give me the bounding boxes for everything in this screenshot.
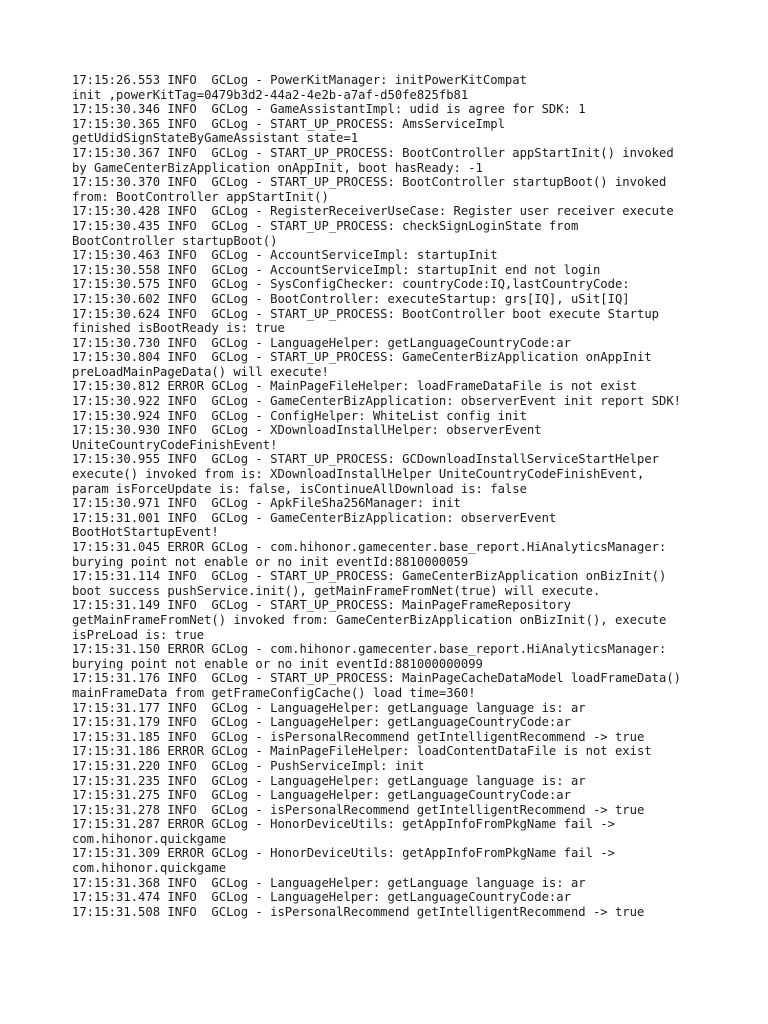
log-line: 17:15:31.149 INFO GCLog - START_UP_PROCESS: MainPageFrameRepository [72, 598, 571, 613]
log-line: 17:15:30.602 INFO GCLog - BootController: executeStartup: grs[IQ], uSit[IQ] [72, 291, 630, 306]
log-line: 17:15:31.186 ERROR GCLog - MainPageFileHelper: loadContentDataFile is not exist [72, 744, 652, 759]
log-line: BootHotStartupEvent! [72, 525, 219, 540]
log-line: 17:15:31.185 INFO GCLog - isPersonalRecommend getIntelligentRecommend -> true [72, 729, 645, 744]
log-line: 17:15:30.955 INFO GCLog - START_UP_PROCESS: GCDownloadInstallServiceStartHelper [72, 452, 659, 467]
log-line: from: BootController appStartInit() [72, 189, 329, 204]
log-line: 17:15:31.001 INFO GCLog - GameCenterBizApplication: observerEvent [72, 510, 557, 525]
log-line: 17:15:31.045 ERROR GCLog - com.hihonor.gamecenter.base_report.HiAnalyticsManager: [72, 540, 667, 554]
log-line: 17:15:31.177 INFO GCLog - LanguageHelper: getLanguage language is: ar [72, 700, 586, 715]
log-line: 17:15:31.220 INFO GCLog - PushServiceImpl: init [72, 758, 425, 773]
log-line: 17:15:31.368 INFO GCLog - LanguageHelper: getLanguage language is: ar [72, 875, 586, 890]
log-line: isPreLoad is: true [72, 627, 205, 642]
log-line: boot success pushService.init(), getMainFrameFromNet(true) will execute. [72, 583, 601, 598]
log-line: 17:15:31.235 INFO GCLog - LanguageHelper: getLanguage language is: ar [72, 773, 586, 788]
log-line: 17:15:30.971 INFO GCLog - ApkFileSha256Manager: init [72, 496, 461, 511]
log-line: getUdidSignStateByGameAssistant state=1 [72, 131, 359, 146]
log-line: 17:15:31.508 INFO GCLog - isPersonalRecommend getIntelligentRecommend -> true [72, 904, 645, 919]
log-line: com.hihonor.quickgame [72, 831, 227, 846]
log-line: 17:15:30.558 INFO GCLog - AccountServiceImpl: startupInit end not login [72, 262, 601, 277]
log-line: execute() invoked from is: XDownloadInstallHelper UniteCountryCodeFinishEvent, [72, 467, 645, 482]
log-line: 17:15:31.278 INFO GCLog - isPersonalRecommend getIntelligentRecommend -> true [72, 802, 645, 817]
log-line: UniteCountryCodeFinishEvent! [72, 437, 278, 452]
log-line: preLoadMainPageData() will execute! [72, 364, 329, 379]
log-line: 17:15:31.179 INFO GCLog - LanguageHelper: getLanguageCountryCode:ar [72, 715, 571, 730]
log-line: mainFrameData from getFrameConfigCache() load time=360! [72, 685, 476, 700]
log-line: 17:15:30.435 INFO GCLog - START_UP_PROCESS: checkSignLoginState from [72, 218, 579, 233]
log-line: 17:15:30.924 INFO GCLog - ConfigHelper: WhiteList config init [72, 408, 527, 423]
log-line: 17:15:31.150 ERROR GCLog - com.hihonor.gamecenter.base_report.HiAnalyticsManager: [72, 642, 667, 657]
log-line: 17:15:30.930 INFO GCLog - XDownloadInstallHelper: observerEvent [72, 423, 542, 438]
log-line: 17:15:26.553 INFO GCLog - PowerKitManager: initPowerKitCompat [72, 73, 527, 87]
log-line: 17:15:30.428 INFO GCLog - RegisterReceiverUseCase: Register user receiver execute [72, 204, 674, 219]
log-line: 17:15:31.287 ERROR GCLog - HonorDeviceUtils: getAppInfoFromPkgName fail -> [72, 817, 615, 832]
log-line: 17:15:31.275 INFO GCLog - LanguageHelper: getLanguageCountryCode:ar [72, 788, 571, 803]
log-line: param isForceUpdate is: false, isContinueAllDownload is: false [72, 481, 527, 496]
log-line: by GameCenterBizApplication onAppInit, boot hasReady: -1 [72, 160, 483, 175]
log-line: 17:15:30.922 INFO GCLog - GameCenterBizApplication: observerEvent init report SDK! [72, 394, 682, 409]
log-line: 17:15:31.176 INFO GCLog - START_UP_PROCESS: MainPageCacheDataModel loadFrameData() [72, 671, 682, 686]
log-line: 17:15:30.346 INFO GCLog - GameAssistantImpl: udid is agree for SDK: 1 [72, 102, 586, 117]
log-line: BootController startupBoot() [72, 233, 278, 248]
log-line: 17:15:31.309 ERROR GCLog - HonorDeviceUtils: getAppInfoFromPkgName fail -> [72, 846, 615, 861]
log-line: 17:15:31.114 INFO GCLog - START_UP_PROCESS: GameCenterBizApplication onBizInit() [72, 569, 667, 584]
log-line: 17:15:30.624 INFO GCLog - START_UP_PROCESS: BootController boot execute Startup [72, 306, 659, 321]
log-line: init ,powerKitTag=0479b3d2-44a2-4e2b-a7af-d50fe825fb81 [72, 87, 469, 102]
log-line: 17:15:30.812 ERROR GCLog - MainPageFileHelper: loadFrameDataFile is not exist [72, 379, 637, 394]
log-line: burying point not enable or no init eventId:8810000059 [72, 554, 469, 569]
log-line: getMainFrameFromNet() invoked from: GameCenterBizApplication onBizInit(), execute [72, 612, 667, 627]
log-line: 17:15:30.575 INFO GCLog - SysConfigChecker: countryCode:IQ,lastCountryCode: [72, 277, 630, 292]
log-line: com.hihonor.quickgame [72, 861, 227, 876]
log-text-block [72, 73, 712, 919]
log-line: 17:15:31.474 INFO GCLog - LanguageHelper: getLanguageCountryCode:ar [72, 890, 571, 905]
log-line: 17:15:30.804 INFO GCLog - START_UP_PROCESS: GameCenterBizApplication onAppInit [72, 350, 652, 365]
log-line: finished isBootReady is: true [72, 321, 285, 336]
log-line: 17:15:30.367 INFO GCLog - START_UP_PROCESS: BootController appStartInit() invoked [72, 145, 674, 160]
log-line: 17:15:30.730 INFO GCLog - LanguageHelper: getLanguageCountryCode:ar [72, 335, 571, 350]
log-line: 17:15:30.370 INFO GCLog - START_UP_PROCESS: BootController startupBoot() invoked [72, 175, 667, 190]
log-line: 17:15:30.463 INFO GCLog - AccountServiceImpl: startupInit [72, 248, 498, 263]
log-line: 17:15:30.365 INFO GCLog - START_UP_PROCESS: AmsServiceImpl [72, 116, 505, 131]
log-line: burying point not enable or no init eventId:881000000099 [72, 656, 483, 671]
